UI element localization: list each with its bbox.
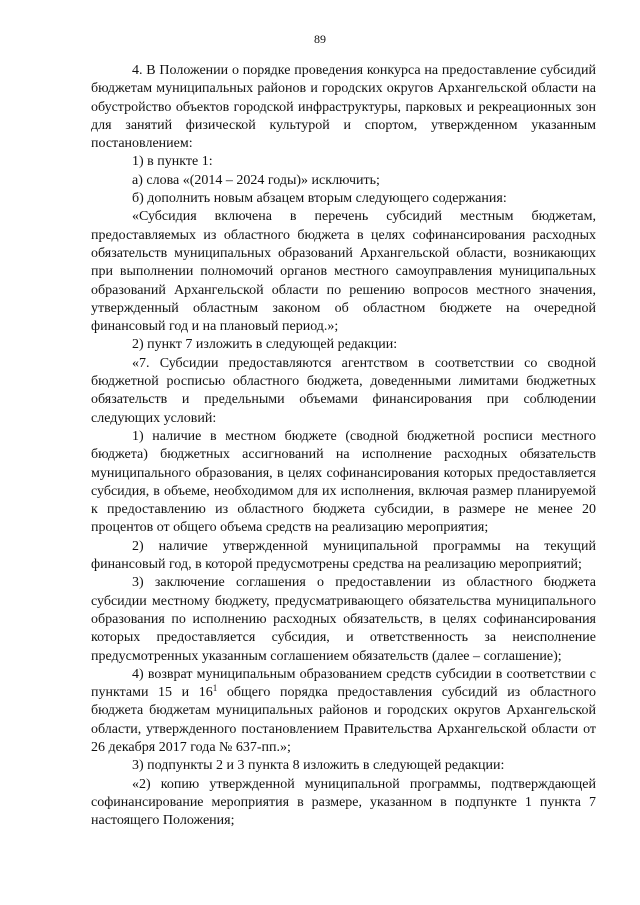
paragraph-subitem-2: 2) пункт 7 изложить в следующей редакции: — [132, 337, 398, 353]
paragraph-subitem-b: б) дополнить новым абзацем вторым следующего содержания: — [132, 191, 507, 207]
condition-4-text: 4) возврат муниципальным образованием средств субсидии в соответствии с пунктами 15 и 16 — [91, 666, 596, 701]
paragraph-subitem-a: а) слова «(2014 – 2024 годы)» исключить; — [132, 172, 380, 188]
paragraph-condition-1: 1) наличие в местном бюджете (сводной бюджетной росписи местного бюджета) бюджетных ассигнований на исполнение расходных обязательств муниципального образования, в целях софинансирования которых предоставляется субсидия, в объеме, необходимом для их исполнения, включая размер планируемой к предоставлению из областного бюджета субсидии, в размере не менее 20 процентов от общего объема средств на реализацию мероприятия; — [91, 428, 596, 536]
paragraph-subitem-3: 3) подпункты 2 и 3 пункта 8 изложить в следующей редакции: — [132, 758, 505, 774]
paragraph-subsidy-quote: «Субсидия включена в перечень субсидий местным бюджетам, предоставляемых из областного бюджета в целях софинансирования расходных обязательств муниципальных образований Архангельской области, возникающих при выполнении полномочий органов местного самоуправления муниципальных образований Архангельской области по решению вопросов местного значения, утвержденный областным законом об областном бюджете на очередной финансовый год и на плановый период.»; — [91, 209, 596, 335]
paragraph-clause-7: «7. Субсидии предоставляются агентством в соответствии со сводной бюджетной росписью областного бюджета, доведенными лимитами бюджетных обязательств и предельными объемами финансирования при соблюдении следующих условий: — [91, 355, 596, 426]
paragraph-condition-3: 3) заключение соглашения о предоставлении из областного бюджета субсидии местному бюджету, предусматривающего обязательства муниципального образования по исполнению расходных обязательств, в целях софинансирования которых предоставляется субсидия, и ответственность за неисполнение предусмотренных указанным соглашением обязательств (далее – соглашение); — [91, 575, 596, 664]
condition-4-text-end: общего порядка предоставления субсидий из областного бюджета бюджетам муниципальных районов и городских округов Архангельской области, утвержденного постановлением Правительства Архангельской области от 26 декабря 2017 года № 637-пп.»; — [91, 685, 597, 755]
document-body — [91, 62, 596, 830]
paragraph-condition-2: 2) наличие утвержденной муниципальной программы на текущий финансовый год, в которой предусмотрены средства на реализацию мероприятий; — [91, 538, 596, 573]
page-number: 89 — [314, 32, 326, 46]
paragraph-item-4: 4. В Положении о порядке проведения конкурса на предоставление субсидий бюджетам муниципальных районов и городских округов Архангельской области на обустройство объектов городской инфраструктуры, парковых и рекреационных зон для занятий физической культурой и спортом, утвержденном указанным постановлением: — [91, 63, 596, 152]
paragraph-copy-program: «2) копию утвержденной муниципальной программы, подтверждающей софинансирование мероприятия в размере, указанном в подпункте 1 пункта 7 настоящего Положения; — [91, 776, 596, 829]
paragraph-condition-4 — [91, 666, 596, 757]
paragraph-subitem-1: 1) в пункте 1: — [132, 154, 213, 170]
superscript-mark: 1 — [212, 683, 218, 694]
